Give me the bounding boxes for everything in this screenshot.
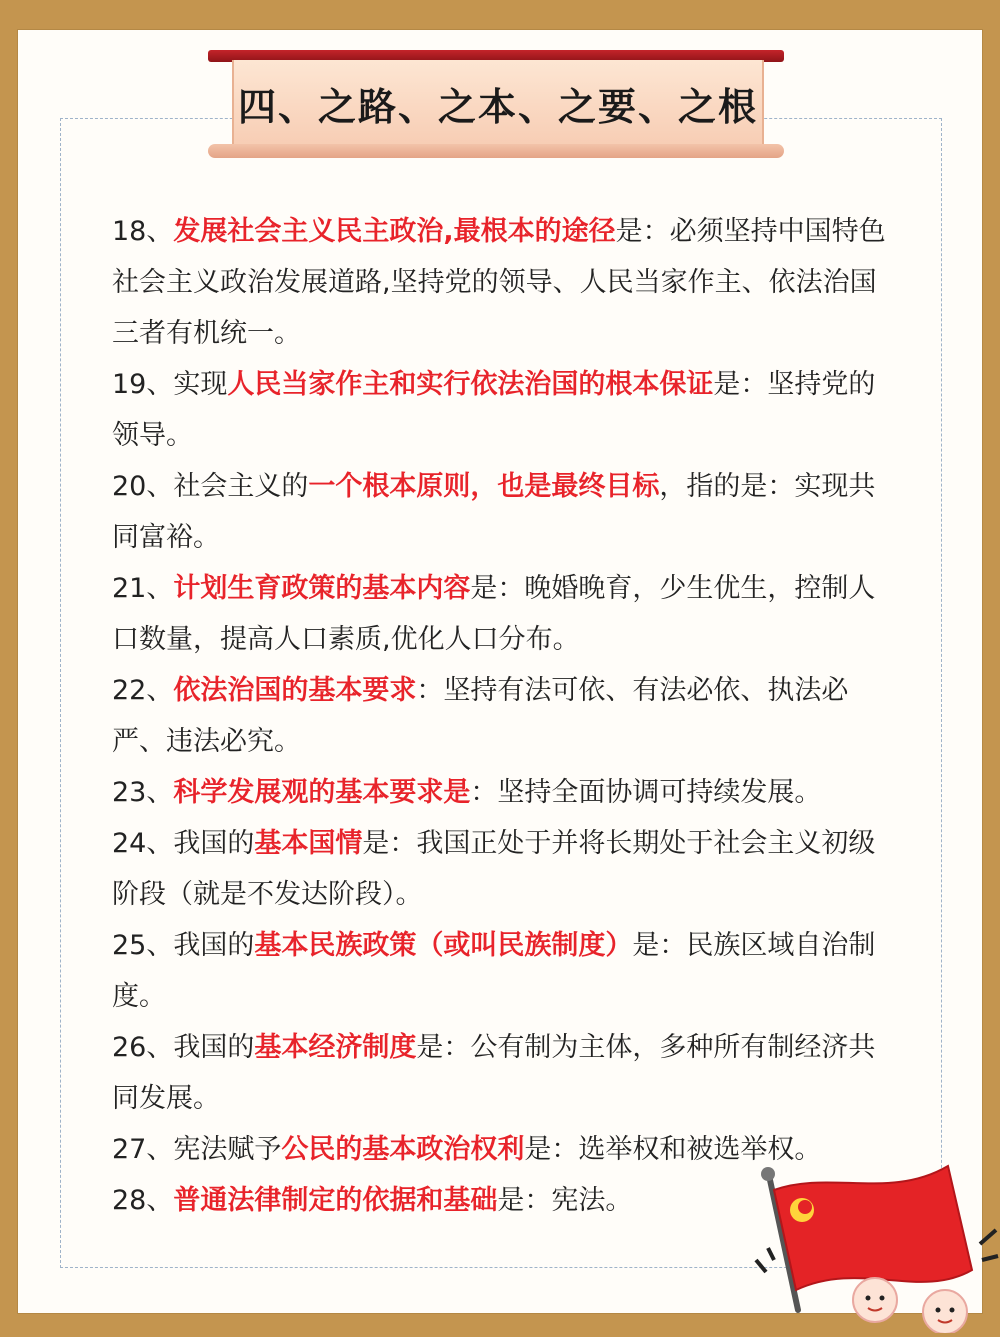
item-highlight: 发展社会主义民主政治,最根本的途径: [173, 216, 616, 247]
item-number: 26、: [112, 1032, 174, 1063]
item-highlight: 计划生育政策的基本内容: [173, 573, 471, 604]
cartoon-face: [853, 1278, 897, 1322]
item-text: ：坚持有法可依、有法必依、执法必严、违法必究。: [112, 675, 849, 757]
sparkle-mark: [768, 1248, 774, 1260]
item-text: 是：必须坚持中国特色社会主义政治发展道路,坚持党的领导、人民当家作主、依法治国三者有机统一。: [112, 216, 886, 349]
item-text: 是：我国正处于并将长期处于社会主义初级阶段（就是不发达阶段）。: [112, 828, 876, 910]
item-prefix: 我国的: [173, 1032, 255, 1063]
item-number: 21、: [112, 573, 174, 604]
list-item: [112, 665, 902, 767]
page-title: 四、之路、之本、之要、之根: [237, 84, 758, 129]
flag-illustration: [750, 1160, 1000, 1333]
item-text: 是：坚持党的领导。: [112, 369, 876, 451]
list-item: [112, 818, 902, 920]
item-highlight: 依法治国的基本要求: [173, 675, 417, 706]
item-number: 24、: [112, 828, 174, 859]
list-item: [112, 461, 902, 563]
list-item: [112, 563, 902, 665]
item-text: 是：选举权和被选举权。: [524, 1134, 822, 1165]
list-item: [112, 206, 902, 359]
item-highlight: 科学发展观的基本要求是: [173, 777, 471, 808]
item-highlight: 人民当家作主和实行依法治国的根本保证: [227, 369, 714, 400]
item-highlight: 基本国情: [254, 828, 363, 859]
item-text: 是：民族区域自治制度。: [112, 930, 876, 1012]
item-text: ：坚持全面协调可持续发展。: [470, 777, 822, 808]
item-text: ，指的是：实现共同富裕。: [112, 471, 876, 553]
item-number: 19、: [112, 369, 174, 400]
item-text: 是：宪法。: [497, 1185, 633, 1216]
item-prefix: 实现: [173, 369, 228, 400]
item-highlight: 公民的基本政治权利: [281, 1134, 525, 1165]
sparkle-mark: [756, 1260, 766, 1272]
list-item: [112, 767, 902, 818]
item-highlight: 基本民族政策（或叫民族制度）: [254, 930, 633, 961]
decorative-flag: [750, 1160, 1000, 1333]
title-banner: [208, 50, 784, 162]
sparkle-mark: [980, 1230, 996, 1244]
item-text: 是：晚婚晚育，少生优生，控制人口数量，提高人口素质,优化人口分布。: [112, 573, 876, 655]
item-prefix: 社会主义的: [173, 471, 309, 502]
flag-cloth: [774, 1166, 972, 1290]
item-text: 是：公有制为主体，多种所有制经济共同发展。: [112, 1032, 876, 1114]
item-prefix: 我国的: [173, 828, 255, 859]
banner-bottom-rod: [208, 144, 784, 158]
item-highlight: 一个根本原则，也是最终目标: [308, 471, 660, 502]
banner-body: [232, 60, 764, 146]
item-number: 22、: [112, 675, 174, 706]
item-prefix: 宪法赋予: [173, 1134, 282, 1165]
item-number: 20、: [112, 471, 174, 502]
sparkle-mark: [982, 1256, 998, 1260]
cartoon-face: [923, 1290, 967, 1333]
item-number: 27、: [112, 1134, 174, 1165]
item-number: 23、: [112, 777, 174, 808]
item-highlight: 普通法律制定的依据和基础: [173, 1185, 498, 1216]
item-list: [112, 206, 902, 1226]
list-item: [112, 1022, 902, 1124]
item-prefix: 我国的: [173, 930, 255, 961]
pole-finial: [761, 1167, 775, 1181]
list-item: [112, 359, 902, 461]
item-highlight: 基本经济制度: [254, 1032, 417, 1063]
list-item: [112, 920, 902, 1022]
item-number: 28、: [112, 1185, 174, 1216]
item-number: 18、: [112, 216, 174, 247]
item-number: 25、: [112, 930, 174, 961]
